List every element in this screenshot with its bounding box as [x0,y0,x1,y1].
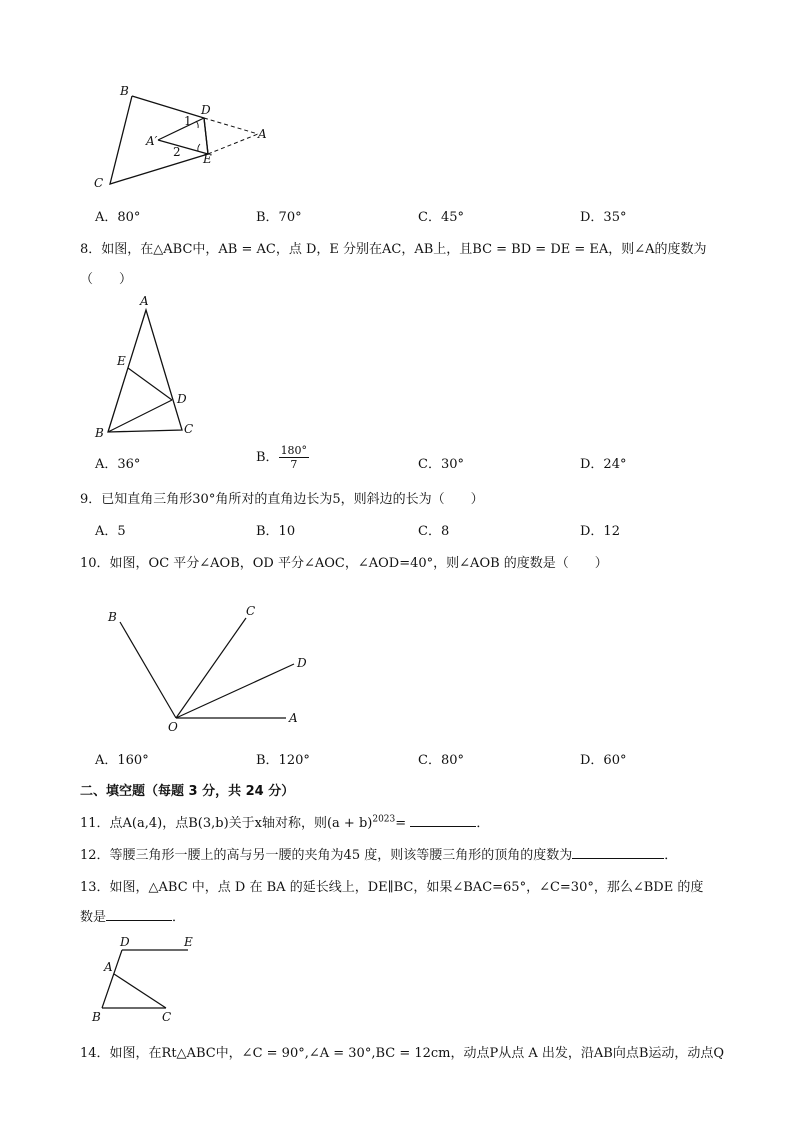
q9-option-a[interactable]: A．5 [95,524,126,539]
q9-option-b[interactable]: B．10 [256,524,296,539]
q7-diagram [90,82,280,192]
q9-option-d[interactable]: D．12 [580,524,620,539]
q7-angle-2: 2 [173,145,181,159]
q11-exponent: 2023 [372,814,396,825]
q10-label-A: A [289,711,298,725]
q8-option-c[interactable]: C．30° [418,457,464,472]
q14-text: 14．如图，在Rt△ABC中，∠C = 90°,∠A = 30°,BC = 12cm，动点P从点 A 出发，沿AB向点B运动，动点Q [80,1046,725,1061]
q10-label-C: C [246,604,256,618]
q10-label-B: B [108,610,117,624]
q7-label-C: C [94,176,104,190]
q7-label-B: B [120,84,129,98]
q8-diagram [92,292,202,442]
q8-figure [92,292,202,442]
q7-label-A-prime: A′ [146,134,158,148]
q13-text: 13．如图，△ABC 中，点 D 在 BA 的延长线上，DE∥BC，如果∠BAC=65°，∠C=30°，那么∠BDE 的度 [80,880,704,895]
q10-text: 10．如图，OC 平分∠AOB，OD 平分∠AOC，∠AOD=40°，则∠AOB 的度数是（ ） [80,556,608,571]
q8-label-D: D [177,392,187,406]
q11-equals: = [395,816,407,831]
q8-option-b[interactable] [256,444,309,471]
q13-line-2 [80,906,185,925]
q9-option-c[interactable]: C．8 [418,524,450,539]
q8-option-b-fraction [279,444,310,471]
q8-text: 8．如图，在△ABC中，AB = AC，点 D，E 分别在AC，AB上，且BC = BD = DE = EA，则∠A的度数为 [80,242,707,257]
q10-option-b[interactable]: B．120° [256,753,310,768]
q8-label-A: A [140,294,149,308]
q8-label-C: C [184,422,194,436]
q13-figure [88,934,198,1026]
q11-end: ． [476,816,490,831]
q7-option-a[interactable]: A．80° [95,210,141,225]
q10-option-d[interactable]: D．60° [580,753,627,768]
q7-angle-1: 1 [184,114,192,128]
q13-end: ． [172,910,186,925]
q13-label-C: C [162,1010,172,1024]
q10-label-D: D [297,656,307,670]
q12-end: ． [664,848,678,863]
q8-option-b-denominator: 7 [290,458,298,471]
q12-text: 12．等腰三角形一腰上的高与另一腰的夹角为45 度，则该等腰三角形的顶角的度数为 [80,848,573,863]
q11-answer-blank[interactable] [410,814,476,827]
q10-option-c[interactable]: C．80° [418,753,464,768]
q8-label-E: E [117,354,126,368]
q8-option-b-numerator: 180° [280,444,308,457]
q11-text: 11．点A(a,4)，点B(3,b)关于x轴对称，则(a + b) [80,816,373,831]
q8-option-a[interactable]: A．36° [95,457,141,472]
q13-answer-blank[interactable] [106,908,172,921]
q12-line [80,844,677,863]
q8-option-d[interactable]: D．24° [580,457,627,472]
q8-option-b-prefix: B． [256,450,279,465]
q10-diagram [100,600,310,740]
q8-label-B: B [95,426,104,440]
q7-label-A: A [258,127,267,141]
q11-line [80,812,489,831]
q7-label-D: D [201,103,211,117]
q7-option-c[interactable]: C．45° [418,210,464,225]
q8-bracket: （ ） [80,272,133,287]
q7-option-d[interactable]: D．35° [580,210,627,225]
q12-answer-blank[interactable] [572,846,664,859]
q9-text: 9．已知直角三角形30°角所对的直角边长为5，则斜边的长为（ ） [80,492,484,507]
q13-text-2: 数是 [80,910,107,925]
q13-label-E: E [184,935,193,949]
q13-label-A: A [104,960,113,974]
q13-diagram [88,934,198,1026]
q10-label-O: O [168,720,178,734]
q13-label-B: B [92,1010,101,1024]
q10-option-a[interactable]: A．160° [95,753,149,768]
q7-option-b[interactable]: B．70° [256,210,302,225]
q7-figure [90,82,280,192]
q10-figure [100,600,310,740]
q7-label-E: E [203,152,212,166]
q13-label-D: D [120,935,130,949]
section-heading: 二、填空题（每题 3 分，共 24 分） [80,784,295,799]
